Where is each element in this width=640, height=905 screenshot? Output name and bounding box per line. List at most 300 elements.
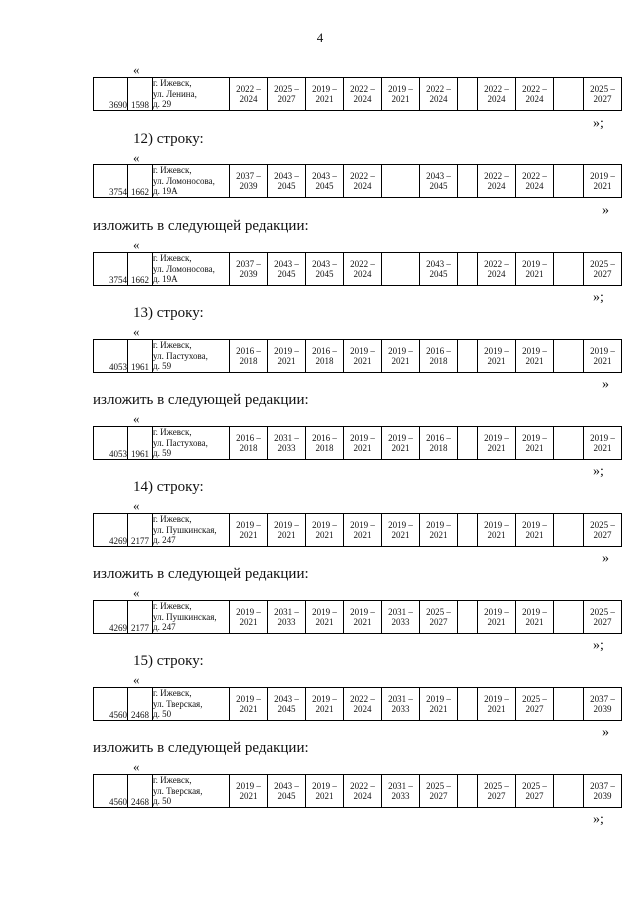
period-start: 2019 –: [312, 780, 337, 791]
period-start: 2019 –: [312, 693, 337, 704]
period-cell: [344, 427, 382, 460]
period-end: 2045: [277, 791, 296, 801]
period-cell: [268, 514, 306, 547]
period-cell: [478, 253, 516, 286]
period-end: 2024: [525, 94, 544, 104]
period-end: 2045: [277, 704, 296, 714]
period-end: 2027: [277, 94, 296, 104]
period-cell: [516, 165, 554, 198]
empty-cell: [554, 165, 584, 198]
period-start: 2022 –: [350, 693, 375, 704]
period-cell: [584, 165, 622, 198]
period-end: 2021: [487, 617, 506, 627]
period-end: 2024: [487, 181, 506, 191]
period-end: 2021: [593, 356, 612, 366]
row-number-cell: 3690: [94, 78, 128, 111]
address-line: д. 247: [153, 535, 176, 546]
period-cell: [584, 78, 622, 111]
address-line: ул. Ленина,: [153, 88, 197, 99]
period-cell: [344, 340, 382, 373]
period-end: 2024: [239, 94, 258, 104]
row-table: [93, 77, 622, 111]
period-start: 2025 –: [590, 258, 615, 269]
period-cell: [230, 165, 268, 198]
address-line: г. Ижевск,: [153, 688, 192, 699]
period-end: 2024: [429, 94, 448, 104]
period-cell: [306, 165, 344, 198]
period-end: 2021: [315, 530, 334, 540]
table-row: [94, 775, 622, 808]
row-table: [93, 774, 622, 808]
period-start: 2043 –: [312, 258, 337, 269]
period-cell: [344, 78, 382, 111]
period-end: 2021: [525, 443, 544, 453]
open-quote: «: [133, 498, 140, 513]
period-cell: [344, 775, 382, 808]
period-cell: [420, 775, 458, 808]
period-start: 2019 –: [236, 519, 261, 530]
address-line: д. 29: [153, 99, 172, 110]
period-end: 2021: [353, 356, 372, 366]
period-start: 2025 –: [522, 780, 547, 791]
period-end: 2021: [239, 617, 258, 627]
period-cell: [420, 253, 458, 286]
address-line: г. Ижевск,: [153, 253, 192, 264]
period-start: 2019 –: [522, 432, 547, 443]
period-cell: [584, 775, 622, 808]
address-line: д. 247: [153, 622, 176, 633]
building-id-cell: 1598: [128, 78, 153, 111]
building-id-cell: 2177: [128, 514, 153, 547]
period-end: 2021: [315, 791, 334, 801]
period-cell: [584, 340, 622, 373]
period-end: 2021: [353, 617, 372, 627]
period-cell: [306, 78, 344, 111]
replace-label: изложить в следующей редакции:: [93, 218, 309, 234]
period-end: 2021: [525, 617, 544, 627]
row-table: [93, 600, 622, 634]
period-cell: [478, 601, 516, 634]
period-end: 2018: [315, 356, 334, 366]
close-quote: »: [602, 725, 609, 740]
period-end: 2033: [391, 704, 410, 714]
period-end: 2024: [487, 269, 506, 279]
period-end: 2027: [593, 94, 612, 104]
address-line: ул. Пушкинская,: [153, 611, 217, 622]
address-cell: [153, 253, 230, 286]
table-row: [94, 514, 622, 547]
empty-cell: [554, 253, 584, 286]
period-end: 2024: [353, 94, 372, 104]
period-cell: [268, 688, 306, 721]
period-end: 2021: [429, 530, 448, 540]
period-start: 2019 –: [312, 606, 337, 617]
row-number-cell: 3754: [94, 165, 128, 198]
item-heading: 13) строку:: [133, 305, 204, 321]
period-cell: [306, 775, 344, 808]
period-cell: [420, 514, 458, 547]
period-cell: [230, 427, 268, 460]
period-end: 2021: [429, 704, 448, 714]
period-cell: [382, 427, 420, 460]
period-cell: [420, 340, 458, 373]
period-end: 2039: [593, 791, 612, 801]
empty-cell: [458, 688, 478, 721]
empty-cell: [554, 514, 584, 547]
period-start: 2016 –: [312, 432, 337, 443]
period-end: 2027: [487, 791, 506, 801]
empty-cell: [554, 775, 584, 808]
period-start: 2019 –: [522, 606, 547, 617]
open-quote: «: [133, 150, 140, 165]
period-cell: [344, 253, 382, 286]
table-row: [94, 601, 622, 634]
address-line: г. Ижевск,: [153, 775, 192, 786]
period-start: 2016 –: [426, 345, 451, 356]
row-number-cell: 3754: [94, 253, 128, 286]
open-quote: «: [133, 62, 140, 77]
period-start: 2022 –: [522, 170, 547, 181]
empty-cell: [458, 427, 478, 460]
period-start: 2025 –: [274, 83, 299, 94]
period-start: 2019 –: [274, 519, 299, 530]
period-cell: [344, 688, 382, 721]
table-row: [94, 165, 622, 198]
period-start: 2019 –: [236, 693, 261, 704]
item-heading: 14) строку:: [133, 479, 204, 495]
period-start: 2022 –: [426, 83, 451, 94]
period-end: 2021: [487, 443, 506, 453]
open-quote: «: [133, 759, 140, 774]
period-start: 2019 –: [236, 780, 261, 791]
open-quote: «: [133, 585, 140, 600]
period-start: 2031 –: [388, 606, 413, 617]
period-start: 2019 –: [484, 432, 509, 443]
period-start: 2019 –: [484, 345, 509, 356]
row-table: [93, 426, 622, 460]
address-line: д. 50: [153, 709, 172, 720]
address-line: д. 59: [153, 448, 172, 459]
period-start: 2037 –: [590, 780, 615, 791]
period-cell: [420, 688, 458, 721]
period-start: 2019 –: [350, 345, 375, 356]
period-start: 2019 –: [312, 83, 337, 94]
period-end: 2021: [487, 530, 506, 540]
row-number-cell: 4269: [94, 514, 128, 547]
page-number: 4: [316, 30, 324, 45]
period-end: 2045: [429, 269, 448, 279]
period-start: 2022 –: [484, 83, 509, 94]
period-cell: [516, 601, 554, 634]
period-cell: [306, 601, 344, 634]
period-cell: [306, 427, 344, 460]
period-start: 2019 –: [484, 693, 509, 704]
period-end: 2021: [239, 791, 258, 801]
period-start: 2043 –: [426, 258, 451, 269]
address-cell: [153, 601, 230, 634]
period-cell: [516, 340, 554, 373]
period-cell: [516, 427, 554, 460]
period-cell: [516, 78, 554, 111]
period-end: 2027: [429, 791, 448, 801]
empty-cell: [554, 427, 584, 460]
period-cell: [268, 253, 306, 286]
period-end: 2021: [525, 356, 544, 366]
period-start: 2043 –: [274, 170, 299, 181]
replace-label: изложить в следующей редакции:: [93, 566, 309, 582]
period-cell: [516, 775, 554, 808]
close-quote: »;: [593, 464, 604, 479]
period-start: 2016 –: [236, 432, 261, 443]
period-cell: [516, 688, 554, 721]
period-cell: [306, 514, 344, 547]
period-end: 2018: [239, 356, 258, 366]
address-line: д. 50: [153, 796, 172, 807]
replace-label: изложить в следующей редакции:: [93, 392, 309, 408]
period-end: 2045: [277, 269, 296, 279]
period-end: 2033: [391, 617, 410, 627]
period-end: 2045: [277, 181, 296, 191]
address-line: д. 59: [153, 361, 172, 372]
period-end: 2033: [277, 443, 296, 453]
period-end: 2024: [525, 181, 544, 191]
close-quote: »;: [593, 812, 604, 827]
period-cell: [268, 78, 306, 111]
period-cell: [268, 165, 306, 198]
building-id-cell: 1662: [128, 165, 153, 198]
item-heading: 12) строку:: [133, 131, 204, 147]
period-end: 2021: [391, 443, 410, 453]
period-cell: [230, 514, 268, 547]
period-start: 2025 –: [484, 780, 509, 791]
address-line: г. Ижевск,: [153, 514, 192, 525]
period-end: 2024: [353, 269, 372, 279]
period-cell: [230, 688, 268, 721]
period-cell: [478, 775, 516, 808]
period-start: 2019 –: [522, 345, 547, 356]
period-end: 2018: [429, 443, 448, 453]
period-cell: [478, 514, 516, 547]
empty-cell: [554, 688, 584, 721]
period-cell: [478, 340, 516, 373]
empty-cell: [554, 601, 584, 634]
period-start: 2031 –: [274, 606, 299, 617]
period-end: 2018: [239, 443, 258, 453]
period-cell: [268, 601, 306, 634]
address-line: ул. Пастухова,: [153, 350, 208, 361]
empty-cell: [458, 775, 478, 808]
period-start: 2016 –: [426, 432, 451, 443]
period-end: 2039: [239, 181, 258, 191]
period-start: 2019 –: [522, 519, 547, 530]
building-id-cell: 1961: [128, 340, 153, 373]
period-start: 2031 –: [274, 432, 299, 443]
period-start: 2019 –: [388, 345, 413, 356]
period-end: 2027: [525, 704, 544, 714]
period-start: 2019 –: [274, 345, 299, 356]
period-start: 2037 –: [236, 258, 261, 269]
row-table: [93, 164, 622, 198]
empty-cell: [458, 253, 478, 286]
address-line: ул. Ломоносова,: [153, 175, 215, 186]
period-start: 2025 –: [426, 780, 451, 791]
period-cell: [478, 78, 516, 111]
row-table: [93, 339, 622, 373]
period-end: 2021: [239, 530, 258, 540]
row-table: [93, 252, 622, 286]
address-line: г. Ижевск,: [153, 601, 192, 612]
period-start: 2019 –: [590, 170, 615, 181]
period-start: 2022 –: [236, 83, 261, 94]
period-cell: [584, 688, 622, 721]
period-cell: [306, 253, 344, 286]
address-cell: [153, 514, 230, 547]
period-start: 2019 –: [426, 693, 451, 704]
period-end: 2018: [315, 443, 334, 453]
period-end: 2039: [239, 269, 258, 279]
period-start: 2043 –: [274, 780, 299, 791]
open-quote: «: [133, 324, 140, 339]
period-end: 2021: [593, 181, 612, 191]
period-end: 2024: [353, 791, 372, 801]
period-start: 2037 –: [236, 170, 261, 181]
building-id-cell: 2468: [128, 688, 153, 721]
period-cell: [268, 427, 306, 460]
period-start: 2025 –: [590, 606, 615, 617]
period-start: 2043 –: [274, 258, 299, 269]
period-start: 2019 –: [522, 258, 547, 269]
period-cell: [382, 775, 420, 808]
period-start: 2019 –: [350, 432, 375, 443]
period-start: 2025 –: [590, 83, 615, 94]
address-line: д. 19А: [153, 186, 178, 197]
period-end: 2045: [315, 181, 334, 191]
empty-cell: [458, 165, 478, 198]
table-row: [94, 340, 622, 373]
period-start: 2022 –: [350, 780, 375, 791]
period-start: 2019 –: [484, 606, 509, 617]
period-cell: [230, 775, 268, 808]
empty-cell: [554, 340, 584, 373]
close-quote: »;: [593, 116, 604, 131]
address-cell: [153, 688, 230, 721]
address-line: ул. Пушкинская,: [153, 524, 217, 535]
period-start: 2019 –: [350, 519, 375, 530]
period-start: 2037 –: [590, 693, 615, 704]
period-end: 2021: [277, 356, 296, 366]
address-cell: [153, 775, 230, 808]
address-line: д. 19А: [153, 274, 178, 285]
period-end: 2021: [525, 269, 544, 279]
period-cell: [584, 601, 622, 634]
period-start: 2019 –: [388, 432, 413, 443]
period-end: 2033: [277, 617, 296, 627]
period-cell: [306, 688, 344, 721]
period-end: 2021: [277, 530, 296, 540]
period-cell: [306, 340, 344, 373]
empty-cell: [458, 514, 478, 547]
period-cell: [382, 514, 420, 547]
period-cell: [344, 165, 382, 198]
period-end: 2021: [239, 704, 258, 714]
open-quote: «: [133, 672, 140, 687]
empty-cell: [554, 78, 584, 111]
period-cell: [230, 78, 268, 111]
period-cell: [478, 165, 516, 198]
address-line: ул. Ломоносова,: [153, 263, 215, 274]
address-line: ул. Тверская,: [153, 785, 203, 796]
period-cell: [230, 601, 268, 634]
period-end: 2024: [353, 181, 372, 191]
period-cell: [382, 601, 420, 634]
address-line: ул. Тверская,: [153, 698, 203, 709]
period-end: 2021: [353, 530, 372, 540]
period-start: 2031 –: [388, 780, 413, 791]
period-end: 2021: [487, 356, 506, 366]
address-line: г. Ижевск,: [153, 427, 192, 438]
period-cell: [230, 340, 268, 373]
address-cell: [153, 165, 230, 198]
period-end: 2024: [353, 704, 372, 714]
period-cell: [344, 601, 382, 634]
close-quote: »: [602, 203, 609, 218]
period-end: 2027: [593, 617, 612, 627]
period-end: 2021: [315, 617, 334, 627]
period-end: 2033: [391, 791, 410, 801]
period-cell: [516, 253, 554, 286]
period-start: 2019 –: [312, 519, 337, 530]
period-start: 2016 –: [312, 345, 337, 356]
item-heading: 15) строку:: [133, 653, 204, 669]
period-end: 2027: [593, 530, 612, 540]
period-start: 2016 –: [236, 345, 261, 356]
period-cell: [230, 253, 268, 286]
period-end: 2018: [429, 356, 448, 366]
table-row: [94, 688, 622, 721]
period-end: 2027: [429, 617, 448, 627]
period-end: 2021: [315, 94, 334, 104]
close-quote: »: [602, 551, 609, 566]
period-start: 2022 –: [484, 170, 509, 181]
period-start: 2043 –: [312, 170, 337, 181]
period-start: 2019 –: [388, 519, 413, 530]
close-quote: »: [602, 377, 609, 392]
period-cell: [268, 775, 306, 808]
period-start: 2022 –: [522, 83, 547, 94]
period-cell: [478, 688, 516, 721]
period-end: 2021: [391, 530, 410, 540]
period-start: 2019 –: [426, 519, 451, 530]
period-end: 2021: [525, 530, 544, 540]
period-start: 2043 –: [274, 693, 299, 704]
period-end: 2027: [525, 791, 544, 801]
row-number-cell: 4053: [94, 427, 128, 460]
row-number-cell: 4053: [94, 340, 128, 373]
row-table: [93, 687, 622, 721]
close-quote: »;: [593, 290, 604, 305]
table-row: [94, 427, 622, 460]
replace-label: изложить в следующей редакции:: [93, 740, 309, 756]
period-end: 2024: [487, 94, 506, 104]
table-row: [94, 78, 622, 111]
period-end: 2021: [391, 94, 410, 104]
period-cell: [382, 78, 420, 111]
period-start: 2019 –: [350, 606, 375, 617]
period-end: 2045: [429, 181, 448, 191]
period-start: 2025 –: [522, 693, 547, 704]
period-start: 2019 –: [236, 606, 261, 617]
period-start: 2025 –: [426, 606, 451, 617]
